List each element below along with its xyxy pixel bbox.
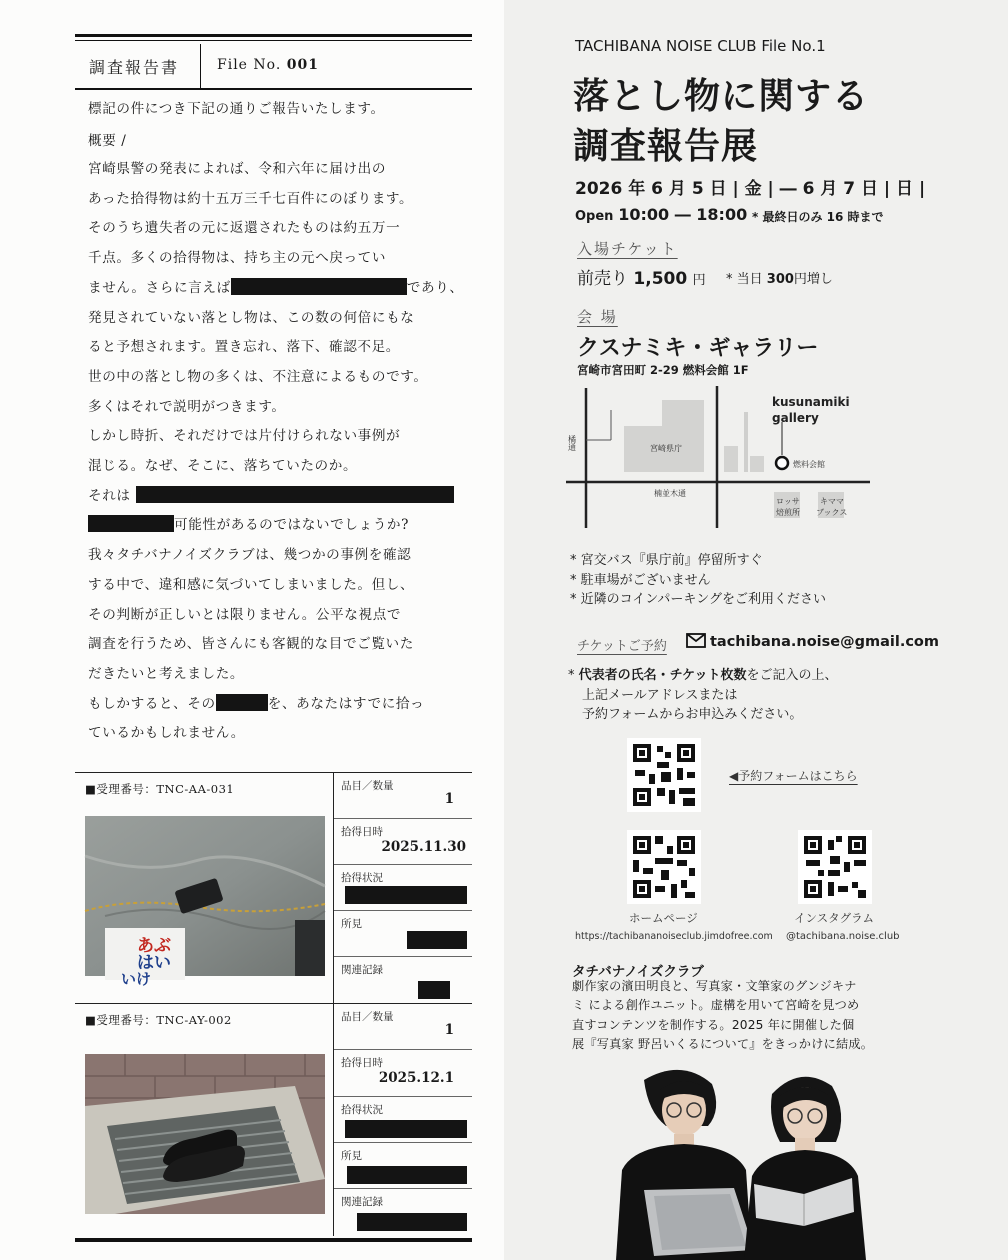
sign-text-3: いけ xyxy=(121,970,152,988)
club-name: タチバナノイズクラブ xyxy=(572,964,704,980)
field-label: 所見 xyxy=(341,918,362,930)
reservation-email[interactable]: tachibana.noise@gmail.com xyxy=(710,634,939,650)
open-hours: 10:00 ― 18:00 xyxy=(618,205,748,224)
field-status xyxy=(334,1097,472,1143)
field-label: 関連記録 xyxy=(341,1196,383,1208)
body-line xyxy=(88,274,478,304)
homepage-url[interactable]: https://tachibananoiseclub.jimdofree.com xyxy=(575,931,773,942)
field-label: 拾得日時 xyxy=(341,1057,383,1069)
venue-name: クスナミキ・ギャラリー xyxy=(577,335,819,361)
map-gallery-label-1: kusunamiki xyxy=(772,395,850,409)
field-label: 品目／数量 xyxy=(341,1011,394,1023)
reservation-email-row[interactable] xyxy=(686,633,939,650)
body-line: ているかもしれません。 xyxy=(88,725,245,742)
sign-text-1: あぶ xyxy=(137,936,171,956)
club-desc-line: ミ による創作ユニット。虚構を用いて宮崎を見つめ xyxy=(572,998,860,1013)
redaction-bar xyxy=(216,694,268,711)
access-notes xyxy=(570,551,826,610)
report-header xyxy=(75,44,472,88)
body-fragment: を、あなたはすでに拾っ xyxy=(267,695,425,712)
exhibition-title-line1: 落とし物に関する xyxy=(573,75,870,117)
field-value: 2025.11.30 xyxy=(381,839,466,855)
door-extra: 300 xyxy=(766,272,794,287)
map-shop1-b: 焙煎所 xyxy=(776,508,800,517)
file-prefix: File No. xyxy=(217,57,282,73)
redaction-bar xyxy=(345,886,467,904)
instagram-qr[interactable] xyxy=(798,830,872,904)
shoes-photo-image xyxy=(85,1054,325,1214)
note-bold: 代表者の氏名・チケット枚数 xyxy=(578,668,747,683)
body-line: あった拾得物は約十五万三千七百件にのぼります。 xyxy=(88,190,414,207)
reservation-label: チケットご予約 xyxy=(577,639,667,654)
record-card xyxy=(75,1003,472,1235)
door-note-prefix: * 当日 xyxy=(726,272,763,287)
club-desc-line: 劇作家の濱田明良と、写真家・文筆家のグンジキナ xyxy=(572,979,857,993)
event-panel xyxy=(504,0,1008,1260)
homepage-qr[interactable] xyxy=(627,830,701,904)
record-photo-shoes xyxy=(85,1054,325,1214)
footer-rule xyxy=(75,1238,472,1242)
field-findings xyxy=(334,911,472,957)
field-label: 拾得状況 xyxy=(341,872,383,884)
body-line: そのうち遺失者の元に返還されたものは約五万一 xyxy=(88,220,401,237)
field-value: 1 xyxy=(444,1022,454,1038)
body-line: 多くはそれで説明がつきます。 xyxy=(88,398,286,415)
instagram-handle[interactable]: @tachibana.noise.club xyxy=(786,931,900,942)
redaction-bar xyxy=(231,278,407,295)
field-date xyxy=(334,819,472,865)
field-related xyxy=(334,1189,472,1236)
exhibition-title-line2: 調査報告展 xyxy=(573,125,759,167)
header-rule-bottom xyxy=(75,88,472,90)
body-line: 宮崎県警の発表によれば、令和六年に届け出の xyxy=(88,161,387,177)
header-rule-thin xyxy=(75,40,472,41)
redaction-bar xyxy=(345,1120,467,1138)
note-prefix: * xyxy=(568,668,579,683)
body-fragment: もしかすると、その xyxy=(88,695,216,712)
body-fragment: であり、 xyxy=(406,279,464,296)
reservation-form-qr[interactable] xyxy=(627,738,701,812)
club-desc-line: 直すコンテンツを制作する。2025 年に開催した個 xyxy=(572,1017,855,1032)
body-line: ると予想されます。置き忘れ、落下、確認不足。 xyxy=(88,339,400,356)
access-note: * 近隣のコインパーキングをご利用ください xyxy=(570,592,826,607)
venue-heading: 会 場 xyxy=(577,308,618,326)
access-note: * 駐車場がございません xyxy=(570,572,711,588)
instagram-label: インスタグラム xyxy=(794,911,875,925)
field-label: 拾得状況 xyxy=(341,1104,383,1116)
report-body xyxy=(88,155,478,749)
club-description xyxy=(572,977,873,1054)
reservation-notes xyxy=(568,666,838,725)
body-fragment: それは xyxy=(88,487,131,504)
body-line: 我々タチバナノイズクラブは、幾つかの事例を確認 xyxy=(88,547,412,564)
field-status xyxy=(334,865,472,911)
record-photo-wallet xyxy=(85,816,325,988)
map-street-vertical: 橘通 xyxy=(567,435,577,451)
redaction-bar xyxy=(347,1166,467,1184)
field-label: 拾得日時 xyxy=(341,826,383,838)
body-line: する中で、違和感に気づいてしまいました。但し、 xyxy=(88,576,415,593)
map-street-horizontal: 楠並木通 xyxy=(654,489,686,498)
door-note-suffix: 円増し xyxy=(793,272,833,287)
summary-heading: 概要 / xyxy=(88,133,127,149)
redaction-bar xyxy=(357,1213,467,1231)
body-fragment: 可能性があるのではないでしょうか? xyxy=(174,517,409,534)
envelope-icon xyxy=(686,633,706,648)
body-line xyxy=(88,511,478,541)
body-fragment: ません。さらに言えば xyxy=(88,279,231,296)
open-prefix: Open xyxy=(575,209,614,224)
field-date xyxy=(334,1050,472,1097)
body-line: 混じる。なぜ、そこに、落ちていたのか。 xyxy=(88,458,358,475)
report-header-label: 調査報告書 xyxy=(89,58,180,77)
reservation-form-link[interactable]: ◀予約フォームはこちら xyxy=(729,769,858,783)
field-label: 品目／数量 xyxy=(341,780,394,792)
field-item xyxy=(334,1004,472,1050)
field-value: 1 xyxy=(444,791,454,807)
body-line: 千点。多くの拾得物は、持ち主の元へ戻ってい xyxy=(88,250,387,267)
body-line: 発見されていない落とし物は、この数の何倍にもな xyxy=(88,309,415,326)
record-id: ■受理番号：TNC-AY-002 xyxy=(85,1013,232,1027)
presale-price: 1,500 xyxy=(633,269,688,289)
body-line xyxy=(88,482,478,512)
field-related xyxy=(334,957,472,1004)
club-desc-line: 展『写真家 野呂いくるについて』をきっかけに結成。 xyxy=(572,1036,874,1051)
door-note xyxy=(726,268,833,287)
body-line: しかし時折、それだけでは片付けられない事例が xyxy=(88,428,401,445)
body-line xyxy=(88,690,478,720)
file-number-value: 001 xyxy=(286,57,319,73)
body-line: その判断が正しいとは限りません。公平な視点で xyxy=(88,606,402,623)
header-divider xyxy=(200,44,201,88)
access-note: * 宮交バス『県庁前』停留所すぐ xyxy=(570,553,763,568)
map-shop2-a: キママ xyxy=(820,497,844,506)
club-file-label: TACHIBANA NOISE CLUB File No.1 xyxy=(575,37,826,55)
note-suffix: をご記入の上、 xyxy=(746,668,838,683)
reservation-note xyxy=(568,666,838,686)
map-shop1-a: ロッサ xyxy=(776,497,800,506)
homepage-label: ホームページ xyxy=(629,911,698,925)
redaction-bar xyxy=(136,486,454,503)
map-gallery-label-2: gallery xyxy=(772,411,819,425)
map-fuel-hall-label: 燃料会館 xyxy=(793,460,825,469)
field-item xyxy=(334,773,472,819)
field-value: 2025.12.1 xyxy=(378,1070,454,1086)
file-number xyxy=(217,57,319,73)
header-rule-thick xyxy=(75,34,472,37)
body-line: 調査を行うため、皆さんにも客観的な目でご覧いた xyxy=(88,636,414,653)
event-hours xyxy=(575,205,747,224)
presale-yen: 円 xyxy=(692,273,706,288)
redaction-bar xyxy=(88,515,174,532)
event-dates: 2026 年 6 月 5 日 | 金 | ― 6 月 7 日 | 日 | xyxy=(575,179,926,199)
body-line: だきたいと考えました。 xyxy=(88,665,245,682)
map-office-label: 宮崎県庁 xyxy=(650,444,682,453)
ticket-heading: 入場チケット xyxy=(577,240,678,258)
sign-text-2: はい xyxy=(137,953,171,973)
record-id: ■受理番号：TNC-AA-031 xyxy=(85,782,235,796)
field-label: 関連記録 xyxy=(341,964,383,976)
record-card xyxy=(75,772,472,1003)
redaction-bar xyxy=(407,931,467,949)
redaction-bar xyxy=(418,981,450,999)
wallet-photo-image xyxy=(85,816,325,988)
members-photo xyxy=(604,1060,894,1260)
venue-address: 宮崎市宮田町 2-29 燃料会館 1F xyxy=(577,363,749,377)
report-intro: 標記の件につき下記の通りご報告いたします。 xyxy=(88,101,385,117)
presale-label: 前売り xyxy=(577,269,628,289)
field-findings xyxy=(334,1143,472,1189)
field-label: 所見 xyxy=(341,1150,362,1162)
reservation-note: 上記メールアドレスまたは xyxy=(582,687,738,703)
venue-map xyxy=(564,380,874,530)
last-day-note: * 最終日のみ 16 時まで xyxy=(752,210,884,224)
body-line: 世の中の落とし物の多くは、不注意によるものです。 xyxy=(88,368,428,385)
map-shop2-b: ブックス xyxy=(816,508,848,517)
ticket-presale xyxy=(577,264,706,289)
reservation-note: 予約フォームからお申込みください。 xyxy=(582,707,803,722)
